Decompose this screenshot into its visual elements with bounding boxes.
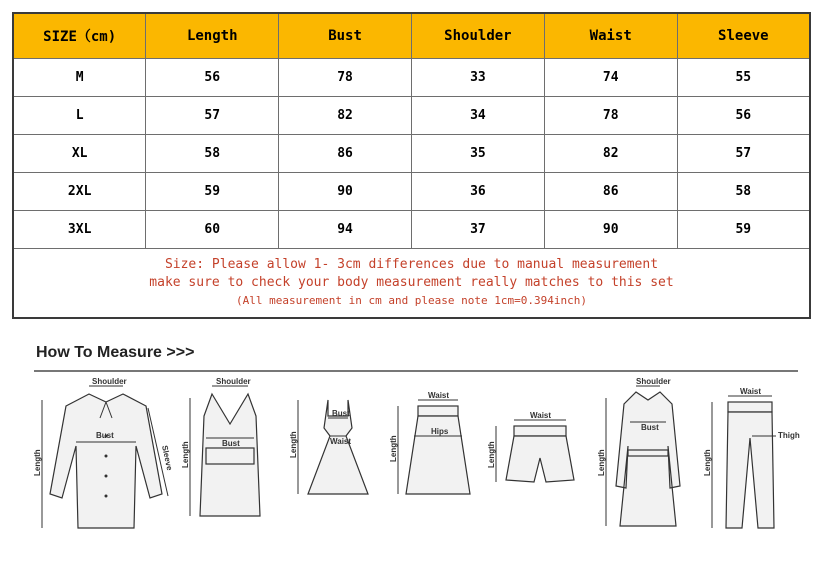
length-label: Length	[33, 449, 42, 476]
cell-waist: 78	[544, 97, 677, 135]
sleeve-label: Sleeve	[160, 444, 175, 472]
how-to-measure-section	[0, 336, 825, 561]
section-divider	[34, 370, 798, 372]
skirt-figure	[388, 376, 488, 556]
bust-label: Bust	[96, 431, 114, 440]
waist-label: Waist	[740, 387, 762, 396]
cell-bust: 90	[279, 173, 412, 211]
cell-length: 57	[146, 97, 279, 135]
note-line-3: (All measurement in cm and please note 1cm=0.394inch)	[236, 294, 587, 307]
vest-top-figure	[180, 376, 280, 556]
cell-bust: 86	[279, 135, 412, 173]
cell-sleeve: 55	[677, 59, 810, 97]
waist-label: Waist	[330, 437, 352, 446]
table-row	[13, 211, 810, 249]
table-row	[13, 173, 810, 211]
cell-waist: 82	[544, 135, 677, 173]
note-row	[13, 249, 810, 319]
cell-waist: 74	[544, 59, 677, 97]
cell-shoulder: 36	[411, 173, 544, 211]
cell-waist: 90	[544, 211, 677, 249]
note-line-2: make sure to check your body measurement really matches to this set	[149, 275, 674, 290]
shoulder-label: Shoulder	[216, 377, 251, 386]
shoulder-label: Shoulder	[636, 377, 671, 386]
bust-label: Bust	[222, 439, 240, 448]
dress-figure	[288, 376, 388, 556]
hips-label: Hips	[431, 427, 449, 436]
cell-size: M	[13, 59, 146, 97]
cell-shoulder: 34	[411, 97, 544, 135]
cell-shoulder: 33	[411, 59, 544, 97]
cell-size: 3XL	[13, 211, 146, 249]
header-waist: Waist	[544, 13, 677, 59]
cell-sleeve: 57	[677, 135, 810, 173]
cell-bust: 94	[279, 211, 412, 249]
measurement-note	[13, 249, 810, 319]
cell-sleeve: 59	[677, 211, 810, 249]
blouse-figure	[34, 376, 179, 556]
header-size: SIZE（cm)	[13, 13, 146, 59]
bust-label: Bust	[332, 409, 350, 418]
length-label: Length	[289, 431, 298, 458]
cell-length: 56	[146, 59, 279, 97]
header-length: Length	[146, 13, 279, 59]
pants-figure	[700, 376, 810, 556]
cell-size: L	[13, 97, 146, 135]
cell-size: 2XL	[13, 173, 146, 211]
cell-waist: 86	[544, 173, 677, 211]
cell-sleeve: 56	[677, 97, 810, 135]
table-row	[13, 135, 810, 173]
bust-label: Bust	[641, 423, 659, 432]
size-chart-table	[12, 12, 811, 319]
cell-bust: 82	[279, 97, 412, 135]
how-to-measure-title: How To Measure >>>	[36, 344, 195, 361]
header-sleeve: Sleeve	[677, 13, 810, 59]
table-row	[13, 97, 810, 135]
size-chart-header-row	[13, 13, 810, 59]
cell-sleeve: 58	[677, 173, 810, 211]
trench-coat-figure	[598, 376, 698, 556]
shoulder-label: Shoulder	[92, 377, 127, 386]
cell-shoulder: 37	[411, 211, 544, 249]
header-shoulder: Shoulder	[411, 13, 544, 59]
thigh-label: Thigh	[778, 431, 800, 440]
length-label: Length	[597, 449, 606, 476]
length-label: Length	[389, 435, 398, 462]
length-label: Length	[703, 449, 712, 476]
note-line-1: Size: Please allow 1- 3cm differences due to manual measurement	[164, 257, 659, 272]
cell-length: 60	[146, 211, 279, 249]
cell-size: XL	[13, 135, 146, 173]
cell-length: 58	[146, 135, 279, 173]
header-bust: Bust	[279, 13, 412, 59]
cell-shoulder: 35	[411, 135, 544, 173]
waist-label: Waist	[530, 411, 552, 420]
table-row	[13, 59, 810, 97]
length-label: Length	[487, 441, 496, 468]
cell-bust: 78	[279, 59, 412, 97]
cell-length: 59	[146, 173, 279, 211]
shorts-figure	[486, 376, 596, 556]
length-label: Length	[181, 441, 190, 468]
waist-label: Waist	[428, 391, 450, 400]
